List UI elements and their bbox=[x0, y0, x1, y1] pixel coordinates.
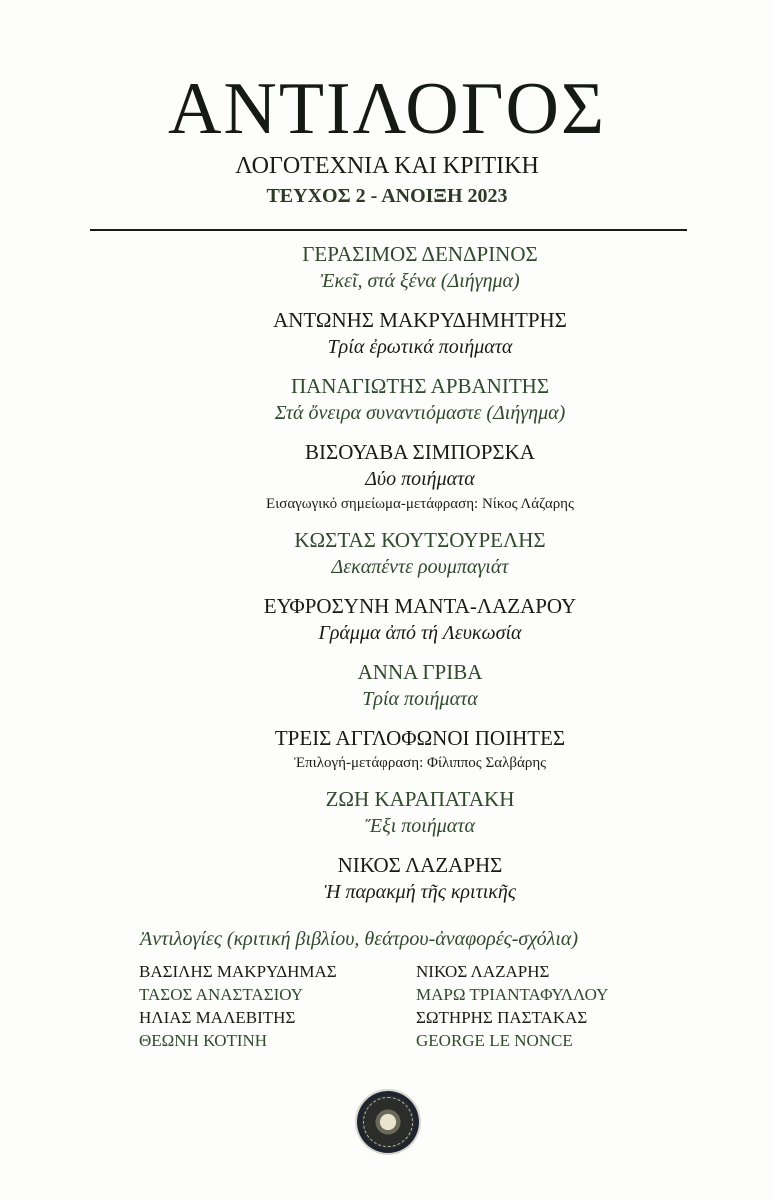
issue-label: ΤΕΥΧΟΣ 2 - ΑΝΟΙΞΗ 2023 bbox=[266, 185, 508, 207]
magazine-subtitle: ΛΟΓΟΤΕΧΝΙΑ ΚΑΙ ΚΡΙΤΙΚΗ bbox=[235, 153, 539, 179]
contents-entry bbox=[160, 658, 680, 713]
entry-work-title: Δύο ποιήματα bbox=[365, 468, 475, 490]
contributor-name: ΜΑΡΩ ΤΡΙΑΝΤΑΦΥΛΛΟΥ bbox=[416, 985, 609, 1004]
contents-entry bbox=[160, 306, 680, 361]
antilogies-heading: Ἀντιλογίες (κριτική βιβλίου, θεάτρου-ἀναφορές-σχόλια) bbox=[140, 928, 579, 950]
contributor-name: ΗΛΙΑΣ ΜΑΛΕΒΙΤΗΣ bbox=[139, 1008, 296, 1027]
magazine-title: ΑΝΤΙΛΟΓΟΣ bbox=[167, 68, 607, 150]
entry-work-title: Τρία ἐρωτικά ποιήματα bbox=[327, 336, 513, 358]
contents-entry bbox=[160, 438, 680, 515]
contributor-name: ΣΩΤΗΡΗΣ ΠΑΣΤΑΚΑΣ bbox=[416, 1008, 588, 1027]
contents-entry bbox=[160, 724, 680, 774]
contributors-right-column bbox=[416, 960, 608, 1052]
entry-work-title: Ἡ παρακμή τῆς κριτικῆς bbox=[324, 881, 516, 903]
contents-entry bbox=[160, 592, 680, 647]
entry-author: ΓΕΡΑΣΙΜΟΣ ΔΕΝΔΡΙΝΟΣ bbox=[302, 242, 538, 266]
contributor-name: ΝΙΚΟΣ ΛΑΖΑΡΗΣ bbox=[416, 962, 550, 981]
entry-note: Ἐπιλογή-μετάφραση: Φίλιππος Σαλβάρης bbox=[293, 755, 547, 771]
contents-entry bbox=[160, 240, 680, 295]
contributor-name: GEORGE LE NONCE bbox=[416, 1031, 573, 1050]
seal-ring bbox=[363, 1097, 413, 1147]
entry-author: ΚΩΣΤΑΣ ΚΟΥΤΣΟΥΡΕΛΗΣ bbox=[294, 528, 546, 552]
entry-author: ΤΡΕΙΣ ΑΓΓΛΟΦΩΝΟΙ ΠΟΙΗΤΕΣ bbox=[274, 726, 566, 750]
table-of-contents bbox=[160, 240, 680, 917]
entry-work-title: Ἐκεῖ, στά ξένα (Διήγημα) bbox=[320, 270, 520, 292]
contents-entry bbox=[160, 785, 680, 840]
entry-author: ΑΝΤΩΝΗΣ ΜΑΚΡΥΔΗΜΗΤΡΗΣ bbox=[273, 308, 567, 332]
contributor-name: ΤΑΣΟΣ ΑΝΑΣΤΑΣΙΟΥ bbox=[139, 985, 303, 1004]
contributor-name: ΘΕΩΝΗ ΚΟΤΙΝΗ bbox=[139, 1031, 268, 1050]
contents-entry bbox=[160, 851, 680, 906]
title-divider bbox=[90, 229, 687, 231]
entry-author: ΖΩΗ ΚΑΡΑΠΑΤΑΚΗ bbox=[325, 787, 515, 811]
entry-author: ΑΝΝΑ ΓΡΙΒΑ bbox=[357, 660, 483, 684]
entry-author: ΠΑΝΑΓΙΩΤΗΣ ΑΡΒΑΝΙΤΗΣ bbox=[290, 374, 550, 398]
contributor-name: ΒΑΣΙΛΗΣ ΜΑΚΡΥΔΗΜΑΣ bbox=[139, 962, 337, 981]
entry-work-title: Γράμμα ἀπό τή Λευκωσία bbox=[318, 622, 522, 644]
contributors-left-column bbox=[139, 960, 337, 1052]
entry-author: ΝΙΚΟΣ ΛΑΖΑΡΗΣ bbox=[337, 853, 503, 877]
circular-seal-icon bbox=[357, 1091, 419, 1153]
entry-author: ΕΥΦΡΟΣΥΝΗ ΜΑΝΤΑ-ΛΑΖΑΡΟΥ bbox=[263, 594, 577, 618]
entry-work-title: Ἔξι ποιήματα bbox=[365, 815, 475, 837]
entry-author: ΒΙΣΟΥΑΒΑ ΣΙΜΠΟΡΣΚΑ bbox=[305, 440, 535, 464]
contents-entry bbox=[160, 526, 680, 581]
entry-work-title: Στά ὄνειρα συναντιόμαστε (Διήγημα) bbox=[274, 402, 566, 424]
entry-note: Εισαγωγικό σημείωμα-μετάφραση: Νίκος Λάζαρης bbox=[266, 496, 574, 512]
entry-work-title: Δεκαπέντε ρουμπαγιάτ bbox=[331, 556, 509, 578]
contents-entry bbox=[160, 372, 680, 427]
entry-work-title: Τρία ποιήματα bbox=[362, 688, 478, 710]
